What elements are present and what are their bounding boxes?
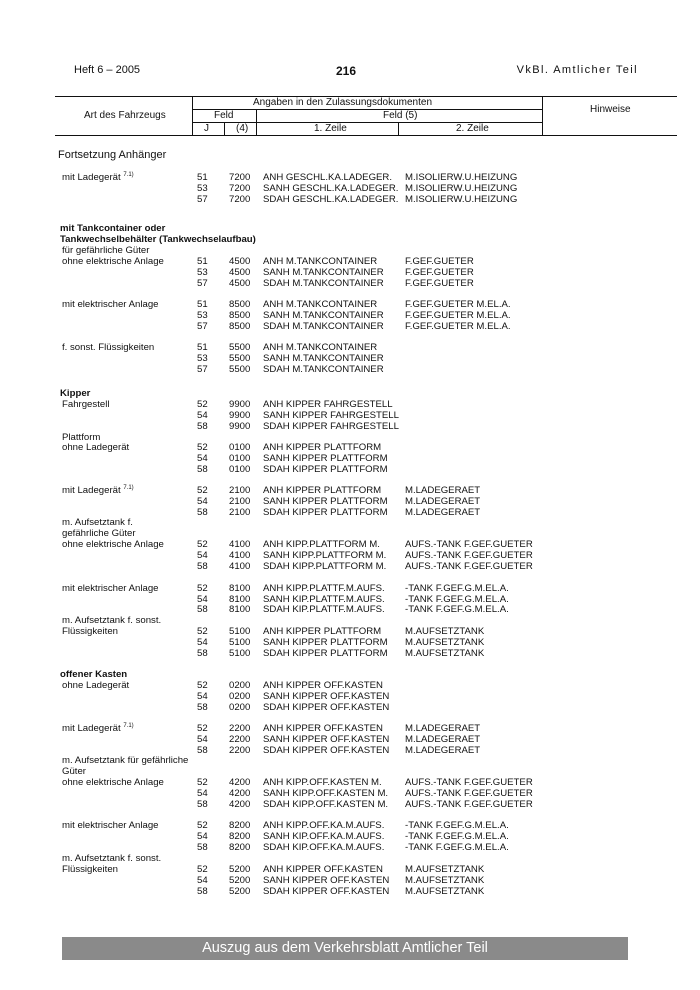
cell-zeile2: M.AUFSETZTANK — [405, 637, 485, 648]
publication-title: VkBl. Amtlicher Teil — [516, 64, 638, 76]
cell-feld4: 4500 — [229, 278, 251, 289]
cell-feld4: 5500 — [229, 353, 251, 364]
cell-zeile1: SDAH KIPPER OFF.KASTEN — [263, 886, 390, 897]
cell-j: 52 — [197, 442, 208, 453]
cell-j: 54 — [197, 734, 208, 745]
cell-feld4: 7200 — [229, 172, 251, 183]
cell-feld4: 0100 — [229, 453, 251, 464]
category-label: Flüssigkeiten — [62, 864, 118, 875]
cell-feld4: 5200 — [229, 886, 251, 897]
cell-feld4: 9900 — [229, 410, 251, 421]
cell-j: 53 — [197, 310, 208, 321]
cell-zeile2: F.GEF.GUETER — [405, 278, 474, 289]
cell-zeile1: SANH M.TANKCONTAINER — [263, 267, 384, 278]
cell-zeile1: SANH KIPPER OFF.KASTEN — [263, 875, 390, 886]
cell-feld4: 4100 — [229, 550, 251, 561]
cell-j: 54 — [197, 875, 208, 886]
cell-j: 52 — [197, 583, 208, 594]
cell-zeile2: M.AUFSETZTANK — [405, 886, 485, 897]
cell-zeile1: SANH KIPPER OFF.KASTEN — [263, 691, 390, 702]
cell-j: 58 — [197, 648, 208, 659]
cell-j: 58 — [197, 507, 208, 518]
cell-zeile1: SDAH KIP.PLATTF.M.AUFS. — [263, 604, 385, 615]
cell-zeile1: SANH KIPPER PLATTFORM — [263, 496, 388, 507]
cell-zeile1: ANH KIPPER PLATTFORM — [263, 626, 382, 637]
cell-zeile1: ANH KIPP.PLATTFORM M. — [263, 539, 380, 550]
cell-feld4: 2100 — [229, 496, 251, 507]
cell-feld4: 8500 — [229, 321, 251, 332]
category-label: mit elektrischer Anlage — [62, 299, 159, 310]
cell-j: 52 — [197, 539, 208, 550]
cell-j: 58 — [197, 464, 208, 475]
cell-zeile1: ANH M.TANKCONTAINER — [263, 256, 378, 267]
category-label: mit elektrischer Anlage — [62, 820, 159, 831]
cell-zeile2: M.LADEGERAET — [405, 485, 481, 496]
cell-j: 52 — [197, 820, 208, 831]
cell-zeile2: AUFS.-TANK F.GEF.GUETER — [405, 799, 533, 810]
category-label: m. Aufsetztank für gefährliche — [62, 755, 189, 766]
group-header: Angaben in den Zulassungsdokumenten — [253, 97, 433, 108]
cell-zeile1: ANH KIPPER FAHRGESTELL — [263, 399, 393, 410]
cell-zeile1: SANH GESCHL.KA.LADEGER. — [263, 183, 399, 194]
cell-feld4: 0200 — [229, 680, 251, 691]
cell-j: 58 — [197, 702, 208, 713]
cell-feld4: 9900 — [229, 421, 251, 432]
header-group-rule — [192, 109, 542, 110]
cell-j: 52 — [197, 485, 208, 496]
cell-feld4: 4200 — [229, 777, 251, 788]
cell-zeile2: M.LADEGERAET — [405, 496, 481, 507]
cell-feld4: 5100 — [229, 637, 251, 648]
cell-feld4: 8500 — [229, 310, 251, 321]
category-label: für gefährliche Güter — [62, 245, 150, 256]
cell-zeile2: M.ISOLIERW.U.HEIZUNG — [405, 183, 518, 194]
cell-zeile1: ANH KIPP.PLATTF.M.AUFS. — [263, 583, 385, 594]
footer-text: Auszug aus dem Verkehrsblatt Amtlicher Teil — [202, 940, 488, 956]
cell-zeile2: AUFS.-TANK F.GEF.GUETER — [405, 550, 533, 561]
cell-feld4: 7200 — [229, 183, 251, 194]
cell-feld4: 7200 — [229, 194, 251, 205]
cell-feld4: 2200 — [229, 745, 251, 756]
category-label: Güter — [62, 766, 86, 777]
category-label: mit Ladegerät $^{7.1)}$ — [62, 722, 134, 734]
cell-feld4: 4200 — [229, 788, 251, 799]
cell-j: 58 — [197, 421, 208, 432]
cell-j: 52 — [197, 864, 208, 875]
header-vline-2 — [542, 96, 543, 136]
cell-j: 54 — [197, 691, 208, 702]
cell-zeile2: M.LADEGERAET — [405, 507, 481, 518]
cell-j: 57 — [197, 278, 208, 289]
cell-zeile1: ANH M.TANKCONTAINER — [263, 299, 378, 310]
group-heading: offener Kasten — [60, 669, 128, 680]
cell-zeile1: SANH KIPPER FAHRGESTELL — [263, 410, 399, 421]
cell-feld4: 4100 — [229, 561, 251, 572]
category-label: Flüssigkeiten — [62, 626, 118, 637]
cell-zeile1: SANH KIP.PLATTF.M.AUFS. — [263, 594, 385, 605]
cell-j: 58 — [197, 561, 208, 572]
cell-zeile1: SDAH KIP.OFF.KA.M.AUFS. — [263, 842, 385, 853]
cell-j: 54 — [197, 410, 208, 421]
cell-feld4: 8200 — [229, 820, 251, 831]
footnote-marker: 7.1) — [123, 722, 134, 729]
footer-banner — [62, 937, 628, 960]
cell-zeile1: SANH M.TANKCONTAINER — [263, 310, 384, 321]
category-label: Plattform — [62, 432, 101, 443]
cell-zeile2: AUFS.-TANK F.GEF.GUETER — [405, 777, 533, 788]
cell-feld4: 8200 — [229, 842, 251, 853]
category-label: m. Aufsetztank f. sonst. — [62, 853, 162, 864]
cell-j: 52 — [197, 680, 208, 691]
page-number: 216 — [336, 64, 357, 78]
category-label: m. Aufsetztank f. sonst. — [62, 615, 162, 626]
header-vline-j — [224, 122, 225, 136]
four-header: (4) — [236, 123, 249, 134]
cell-zeile2: M.AUFSETZTANK — [405, 626, 485, 637]
category-label: ohne Ladegerät — [62, 680, 130, 691]
cell-j: 52 — [197, 777, 208, 788]
cell-zeile1: SANH KIPP.PLATTFORM M. — [263, 550, 387, 561]
issue-label: Heft 6 – 2005 — [74, 64, 141, 76]
cell-j: 57 — [197, 194, 208, 205]
cell-j: 54 — [197, 788, 208, 799]
cell-feld4: 0200 — [229, 702, 251, 713]
cell-j: 52 — [197, 626, 208, 637]
cell-zeile1: ANH KIPPER OFF.KASTEN — [263, 864, 383, 875]
group-heading: Tankwechselbehälter (Tankwechselaufbau) — [60, 234, 256, 245]
cell-feld4: 2200 — [229, 723, 251, 734]
category-label: f. sonst. Flüssigkeiten — [62, 342, 155, 353]
cell-feld4: 8200 — [229, 831, 251, 842]
header-vline-1 — [192, 96, 193, 136]
cell-zeile1: ANH GESCHL.KA.LADEGER. — [263, 172, 393, 183]
cell-feld4: 8100 — [229, 583, 251, 594]
cell-zeile1: SDAH GESCHL.KA.LADEGER. — [263, 194, 399, 205]
cell-j: 58 — [197, 604, 208, 615]
group-heading: mit Tankcontainer oder — [60, 223, 166, 234]
cell-feld4: 4500 — [229, 256, 251, 267]
cell-zeile1: SDAH KIPP.OFF.KASTEN M. — [263, 799, 389, 810]
cell-zeile1: ANH KIPPER PLATTFORM — [263, 485, 382, 496]
category-label: mit elektrischer Anlage — [62, 583, 159, 594]
cell-feld4: 5100 — [229, 648, 251, 659]
cell-zeile2: -TANK F.GEF.G.M.EL.A. — [405, 594, 509, 605]
category-label: ohne elektrische Anlage — [62, 256, 164, 267]
cell-zeile1: SANH KIPP.OFF.KASTEN M. — [263, 788, 389, 799]
cell-feld4: 2200 — [229, 734, 251, 745]
cell-j: 57 — [197, 321, 208, 332]
cell-feld4: 5500 — [229, 342, 251, 353]
cell-j: 54 — [197, 453, 208, 464]
header-vline-feld — [256, 109, 257, 136]
cell-zeile1: ANH KIPPER OFF.KASTEN — [263, 680, 383, 691]
cell-zeile1: SANH M.TANKCONTAINER — [263, 353, 384, 364]
cell-feld4: 8500 — [229, 299, 251, 310]
cell-zeile1: SANH KIPPER PLATTFORM — [263, 637, 388, 648]
cell-zeile2: -TANK F.GEF.G.M.EL.A. — [405, 831, 509, 842]
cell-zeile2: -TANK F.GEF.G.M.EL.A. — [405, 820, 509, 831]
cell-zeile2: M.ISOLIERW.U.HEIZUNG — [405, 172, 518, 183]
cell-j: 54 — [197, 550, 208, 561]
cell-zeile2: F.GEF.GUETER M.EL.A. — [405, 299, 511, 310]
j-header: J — [204, 123, 209, 134]
category-label: ohne elektrische Anlage — [62, 539, 164, 550]
cell-feld4: 5500 — [229, 364, 251, 375]
col-art-header: Art des Fahrzeugs — [84, 110, 166, 121]
cell-j: 51 — [197, 299, 208, 310]
cell-j: 51 — [197, 172, 208, 183]
cell-zeile2: F.GEF.GUETER M.EL.A. — [405, 321, 511, 332]
cell-zeile1: SDAH KIPPER PLATTFORM — [263, 464, 388, 475]
cell-j: 54 — [197, 496, 208, 507]
cell-zeile2: M.LADEGERAET — [405, 723, 481, 734]
cell-feld4: 0100 — [229, 442, 251, 453]
cell-zeile1: ANH KIPP.OFF.KASTEN M. — [263, 777, 382, 788]
header-bottom-rule — [55, 135, 677, 136]
cell-zeile1: ANH KIPP.OFF.KA.M.AUFS. — [263, 820, 385, 831]
cell-j: 58 — [197, 745, 208, 756]
cell-j: 52 — [197, 399, 208, 410]
cell-zeile1: SDAH KIPP.PLATTFORM M. — [263, 561, 387, 572]
cell-zeile2: F.GEF.GUETER — [405, 267, 474, 278]
cell-zeile1: SDAH KIPPER OFF.KASTEN — [263, 745, 390, 756]
cell-j: 52 — [197, 723, 208, 734]
cell-zeile2: AUFS.-TANK F.GEF.GUETER — [405, 788, 533, 799]
category-label: ohne Ladegerät — [62, 442, 130, 453]
cell-j: 58 — [197, 799, 208, 810]
cell-zeile2: F.GEF.GUETER — [405, 256, 474, 267]
category-label: mit Ladegerät $^{7.1)}$ — [62, 484, 134, 496]
cell-feld4: 5100 — [229, 626, 251, 637]
cell-feld4: 8100 — [229, 604, 251, 615]
cell-zeile2: F.GEF.GUETER M.EL.A. — [405, 310, 511, 321]
cell-j: 58 — [197, 842, 208, 853]
cell-zeile2: -TANK F.GEF.G.M.EL.A. — [405, 583, 509, 594]
cell-feld4: 2100 — [229, 485, 251, 496]
cell-feld4: 8100 — [229, 594, 251, 605]
header-vline-zeile — [398, 122, 399, 136]
cell-feld4: 4200 — [229, 799, 251, 810]
category-label: Fahrgestell — [62, 399, 110, 410]
category-label: ohne elektrische Anlage — [62, 777, 164, 788]
cell-zeile1: SDAH KIPPER OFF.KASTEN — [263, 702, 390, 713]
cell-zeile1: SDAH M.TANKCONTAINER — [263, 321, 384, 332]
cell-zeile1: SDAH M.TANKCONTAINER — [263, 364, 384, 375]
cell-zeile2: -TANK F.GEF.G.M.EL.A. — [405, 842, 509, 853]
cell-zeile1: SDAH KIPPER PLATTFORM — [263, 507, 388, 518]
cell-zeile2: AUFS.-TANK F.GEF.GUETER — [405, 539, 533, 550]
cell-feld4: 0200 — [229, 691, 251, 702]
cell-zeile2: M.AUFSETZTANK — [405, 875, 485, 886]
cell-j: 53 — [197, 353, 208, 364]
hinweise-header: Hinweise — [590, 104, 631, 115]
group-heading: Kipper — [60, 388, 91, 399]
cell-feld4: 0100 — [229, 464, 251, 475]
cell-zeile1: SDAH KIPPER FAHRGESTELL — [263, 421, 399, 432]
cell-zeile1: SDAH M.TANKCONTAINER — [263, 278, 384, 289]
cell-zeile2: AUFS.-TANK F.GEF.GUETER — [405, 561, 533, 572]
cell-zeile2: M.AUFSETZTANK — [405, 864, 485, 875]
cell-feld4: 2100 — [229, 507, 251, 518]
footnote-marker: 7.1) — [123, 171, 134, 178]
cell-zeile1: SANH KIP.OFF.KA.M.AUFS. — [263, 831, 385, 842]
cell-zeile2: M.AUFSETZTANK — [405, 648, 485, 659]
cell-j: 57 — [197, 364, 208, 375]
cell-j: 51 — [197, 256, 208, 267]
cell-zeile1: ANH KIPPER OFF.KASTEN — [263, 723, 383, 734]
cell-j: 58 — [197, 886, 208, 897]
cell-zeile2: M.ISOLIERW.U.HEIZUNG — [405, 194, 518, 205]
feld-header: Feld — [214, 110, 234, 121]
cell-feld4: 4500 — [229, 267, 251, 278]
cell-zeile1: ANH KIPPER PLATTFORM — [263, 442, 382, 453]
zeile2-header: 2. Zeile — [456, 123, 489, 134]
cell-zeile1: ANH M.TANKCONTAINER — [263, 342, 378, 353]
cell-j: 54 — [197, 594, 208, 605]
cell-j: 53 — [197, 183, 208, 194]
cell-j: 54 — [197, 831, 208, 842]
cell-j: 53 — [197, 267, 208, 278]
cell-zeile2: -TANK F.GEF.G.M.EL.A. — [405, 604, 509, 615]
cell-feld4: 5200 — [229, 875, 251, 886]
cell-j: 54 — [197, 637, 208, 648]
category-label: gefährliche Güter — [62, 528, 136, 539]
section-heading: Fortsetzung Anhänger — [58, 149, 167, 161]
cell-zeile1: SDAH KIPPER PLATTFORM — [263, 648, 388, 659]
category-label: mit Ladegerät $^{7.1)}$ — [62, 171, 134, 183]
cell-feld4: 9900 — [229, 399, 251, 410]
cell-zeile2: M.LADEGERAET — [405, 745, 481, 756]
cell-zeile1: SANH KIPPER OFF.KASTEN — [263, 734, 390, 745]
cell-zeile2: M.LADEGERAET — [405, 734, 481, 745]
feld5-header: Feld (5) — [383, 110, 418, 121]
footnote-marker: 7.1) — [123, 484, 134, 491]
category-label: m. Aufsetztank f. — [62, 517, 133, 528]
zeile1-header: 1. Zeile — [314, 123, 347, 134]
cell-feld4: 4100 — [229, 539, 251, 550]
cell-zeile1: SANH KIPPER PLATTFORM — [263, 453, 388, 464]
cell-feld4: 5200 — [229, 864, 251, 875]
cell-j: 51 — [197, 342, 208, 353]
